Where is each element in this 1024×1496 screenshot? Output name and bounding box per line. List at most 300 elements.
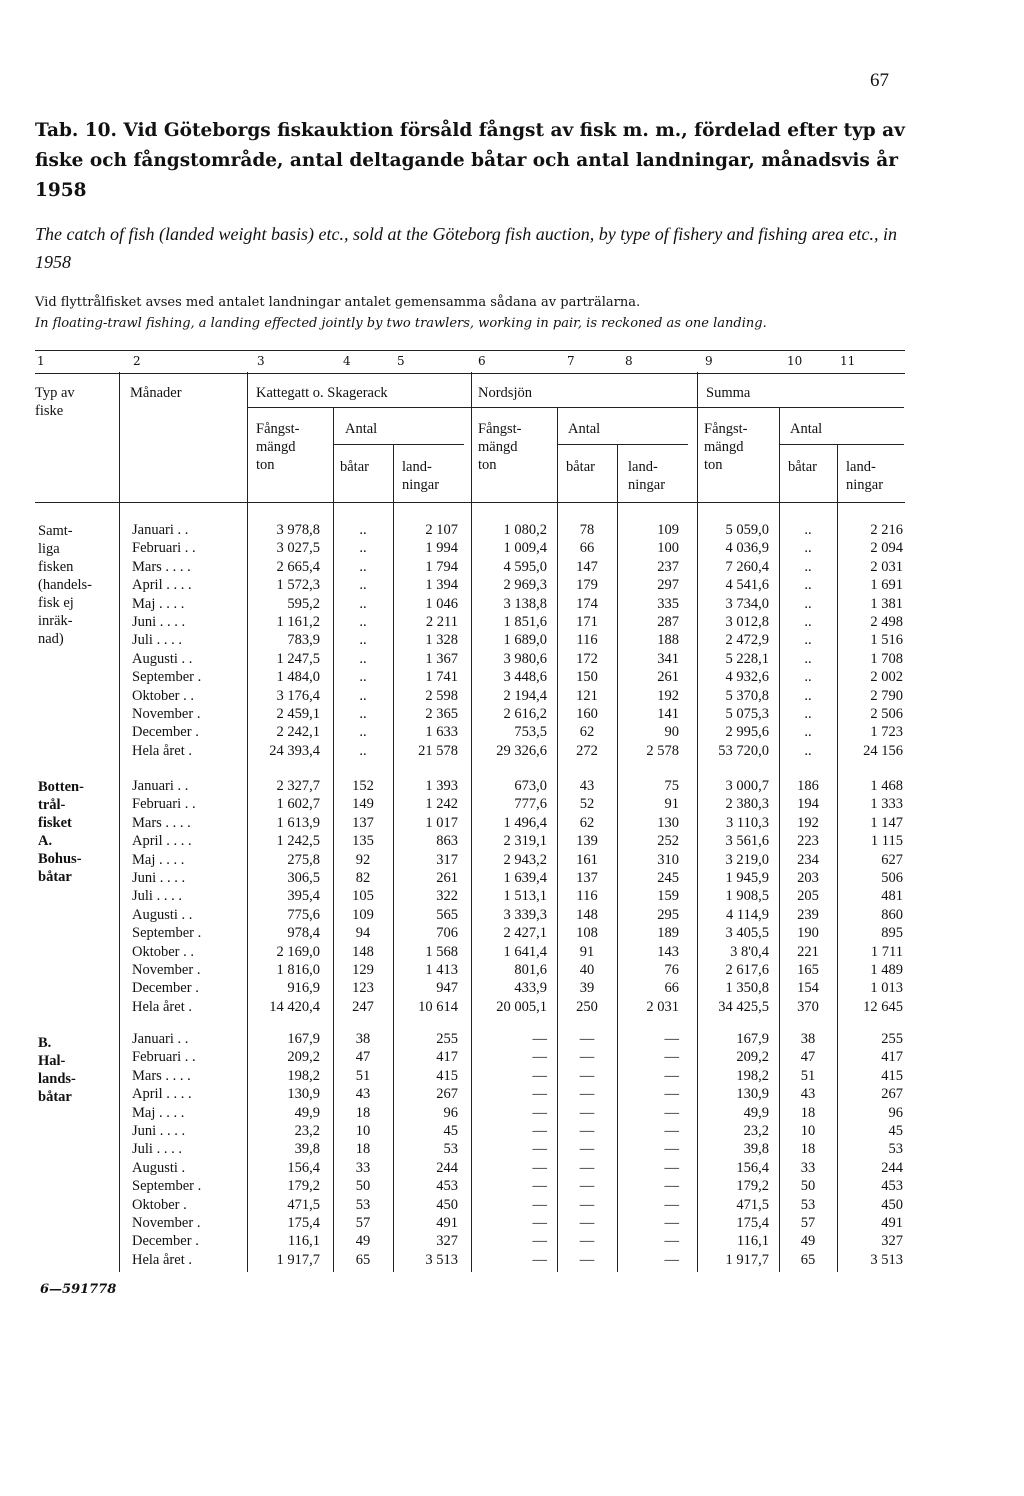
cell-kattegatt-batar: ..: [359, 595, 367, 612]
cell-kattegatt-tons: 3 176,4: [276, 687, 320, 704]
header-antal: Antal: [568, 421, 601, 437]
cell-nordsjon-landningar: 130: [657, 814, 679, 831]
cell-kattegatt-tons: 1 572,3: [276, 577, 320, 594]
cell-kattegatt-tons: 1 161,2: [276, 614, 320, 630]
header-manader: Månader: [130, 385, 182, 401]
group-label-samtliga: Samt- liga fisken (handels- fisk ej inräk- nad): [38, 523, 92, 647]
cell-summa-landningar: 244: [881, 1159, 903, 1176]
cell-nordsjon-batar: 66: [579, 540, 595, 557]
table-row: [0, 1233, 1024, 1251]
cell-summa-tons: 3 000,7: [725, 778, 769, 794]
cell-nordsjon-landningar: 75: [664, 778, 679, 794]
note-swedish: Vid flyttrålfisket avses med antalet landningar antalet gemensamma sådana av parträlarna.: [35, 295, 641, 310]
cell-summa-landningar: 96: [888, 1104, 903, 1121]
cell-summa-landningar: 2 506: [870, 706, 903, 722]
cell-kattegatt-batar: 50: [355, 1178, 371, 1195]
cell-kattegatt-tons: 1 247,5: [276, 650, 320, 667]
cell-summa-tons: 4 541,6: [725, 577, 769, 594]
cell-nordsjon-batar: —: [579, 1233, 595, 1250]
cell-kattegatt-landningar: 1 568: [425, 943, 458, 960]
cell-summa-landningar: 1 516: [870, 632, 903, 649]
cell-summa-batar: 51: [800, 1067, 816, 1084]
cell-kattegatt-landningar: 491: [436, 1215, 458, 1231]
cell-summa-batar: ..: [804, 577, 812, 594]
cell-nordsjon-tons: 1 641,4: [503, 943, 547, 960]
cell-nordsjon-landningar: 245: [657, 870, 679, 886]
cell-kattegatt-landningar: 1 393: [425, 778, 458, 794]
cell-nordsjon-tons: —: [532, 1123, 547, 1139]
cell-summa-tons: 3 8'0,4: [730, 943, 769, 960]
cell-summa-landningar: 860: [881, 906, 903, 923]
table-row: [0, 1252, 1024, 1270]
cell-month: Januari . .: [132, 522, 189, 538]
cell-kattegatt-tons: 209,2: [287, 1049, 320, 1066]
cell-nordsjon-landningar: 2 578: [646, 742, 679, 759]
cell-summa-batar: 33: [800, 1159, 816, 1176]
cell-kattegatt-tons: 49,9: [294, 1104, 320, 1121]
cell-summa-tons: 2 617,6: [725, 962, 769, 978]
cell-nordsjon-tons: 29 326,6: [496, 742, 547, 759]
cell-month: December .: [132, 980, 199, 997]
header-kattegatt: Kattegatt o. Skagerack: [256, 385, 388, 401]
column-number-row: [35, 350, 905, 374]
cell-kattegatt-batar: ..: [359, 522, 367, 538]
cell-nordsjon-landningar: 2 031: [646, 998, 679, 1015]
cell-nordsjon-tons: 1 496,4: [503, 814, 547, 831]
cell-month: Februari . .: [132, 796, 196, 813]
cell-summa-tons: 7 260,4: [725, 558, 769, 575]
cell-month: December .: [132, 724, 199, 741]
cell-summa-tons: 130,9: [736, 1086, 769, 1103]
cell-nordsjon-batar: 250: [576, 998, 598, 1015]
rule-under-antal: [333, 444, 464, 445]
cell-summa-batar: ..: [804, 632, 812, 649]
cell-summa-batar: 49: [800, 1233, 816, 1250]
column-number: 1: [37, 354, 45, 368]
cell-kattegatt-landningar: 565: [436, 906, 458, 923]
cell-kattegatt-batar: 82: [355, 870, 371, 886]
cell-nordsjon-batar: —: [579, 1196, 595, 1213]
cell-month: Februari . .: [132, 540, 196, 557]
cell-nordsjon-batar: 39: [579, 980, 595, 997]
cell-month: Mars . . . .: [132, 1067, 191, 1084]
cell-kattegatt-landningar: 863: [436, 833, 458, 850]
cell-kattegatt-tons: 595,2: [287, 595, 320, 612]
cell-summa-tons: 4 036,9: [725, 540, 769, 557]
cell-month: November .: [132, 1215, 201, 1231]
table-row: [0, 559, 1024, 577]
cell-nordsjon-landningar: —: [664, 1067, 679, 1084]
cell-nordsjon-tons: —: [532, 1196, 547, 1213]
cell-summa-batar: 186: [797, 778, 819, 794]
table-row: [0, 1068, 1024, 1086]
cell-kattegatt-batar: 123: [352, 980, 374, 997]
header-landningar: land- ningar: [628, 459, 666, 493]
cell-kattegatt-landningar: 1 994: [425, 540, 458, 557]
cell-nordsjon-batar: —: [579, 1049, 595, 1066]
cell-kattegatt-tons: 1 816,0: [276, 962, 320, 978]
cell-summa-landningar: 1 333: [870, 796, 903, 813]
table-row: [0, 944, 1024, 962]
rule-under-antal: [557, 444, 688, 445]
cell-month: Maj . . . .: [132, 851, 185, 868]
note-english: In floating-trawl fishing, a landing effected jointly by two trawlers, working in pair, is reckoned as one landing.: [35, 316, 767, 331]
cell-nordsjon-batar: 147: [576, 558, 598, 575]
table-row: [0, 540, 1024, 558]
table-row: [0, 870, 1024, 888]
cell-nordsjon-landningar: 310: [657, 851, 679, 868]
cell-kattegatt-tons: 3 027,5: [276, 540, 320, 557]
header-antal: Antal: [345, 421, 378, 437]
cell-nordsjon-landningar: 159: [657, 888, 679, 905]
cell-summa-batar: 239: [797, 906, 819, 923]
cell-nordsjon-batar: 62: [579, 814, 595, 831]
cell-nordsjon-landningar: 192: [657, 687, 679, 704]
cell-summa-tons: 3 012,8: [725, 614, 769, 630]
table-row: [0, 980, 1024, 998]
cell-nordsjon-landningar: —: [664, 1178, 679, 1195]
table-row: [0, 614, 1024, 632]
cell-nordsjon-batar: 171: [576, 614, 598, 630]
cell-kattegatt-landningar: 2 365: [425, 706, 458, 722]
cell-summa-landningar: 1 468: [870, 778, 903, 794]
cell-month: Hela året .: [132, 1251, 192, 1268]
cell-summa-tons: 3 110,3: [726, 814, 769, 831]
group-label-bohusbatar: Botten- trål- fisket A. Bohus- båtar: [38, 779, 84, 885]
cell-month: September .: [132, 925, 202, 942]
table-row: [0, 596, 1024, 614]
cell-nordsjon-landningar: —: [664, 1141, 679, 1158]
cell-kattegatt-batar: 38: [355, 1031, 371, 1047]
column-number: 8: [625, 354, 633, 368]
cell-month: Januari . .: [132, 778, 189, 794]
cell-month: Mars . . . .: [132, 814, 191, 831]
cell-summa-landningar: 267: [881, 1086, 903, 1103]
cell-summa-tons: 4 114,9: [726, 906, 769, 923]
cell-nordsjon-tons: —: [532, 1104, 547, 1121]
cell-summa-batar: ..: [804, 540, 812, 557]
cell-summa-batar: 165: [797, 962, 819, 978]
header-batar: båtar: [566, 459, 595, 475]
cell-nordsjon-tons: —: [532, 1178, 547, 1195]
table-row: [0, 632, 1024, 650]
cell-month: Maj . . . .: [132, 1104, 185, 1121]
cell-kattegatt-batar: 129: [352, 962, 374, 978]
cell-summa-tons: 23,2: [743, 1123, 769, 1139]
cell-summa-landningar: 1 489: [870, 962, 903, 978]
cell-kattegatt-tons: 1 242,5: [276, 833, 320, 850]
table-row: [0, 1049, 1024, 1067]
column-number: 6: [478, 354, 486, 368]
cell-summa-tons: 2 472,9: [725, 632, 769, 649]
cell-summa-landningar: 24 156: [863, 742, 903, 759]
cell-nordsjon-tons: —: [532, 1141, 547, 1158]
cell-summa-landningar: 415: [881, 1067, 903, 1084]
cell-kattegatt-tons: 116,1: [287, 1233, 320, 1250]
cell-summa-batar: ..: [804, 742, 812, 759]
cell-kattegatt-tons: 3 978,8: [276, 522, 320, 538]
cell-kattegatt-tons: 14 420,4: [269, 998, 320, 1015]
cell-kattegatt-tons: 2 242,1: [276, 724, 320, 741]
cell-kattegatt-landningar: 1 367: [425, 650, 458, 667]
cell-kattegatt-landningar: 1 328: [425, 632, 458, 649]
cell-summa-landningar: 2 031: [870, 558, 903, 575]
cell-nordsjon-landningar: 91: [664, 796, 679, 813]
cell-summa-batar: 190: [797, 925, 819, 942]
cell-kattegatt-tons: 179,2: [287, 1178, 320, 1195]
cell-kattegatt-landningar: 255: [436, 1031, 458, 1047]
cell-summa-tons: 167,9: [736, 1031, 769, 1047]
cell-month: Januari . .: [132, 1031, 189, 1047]
cell-nordsjon-batar: 91: [579, 943, 595, 960]
cell-summa-tons: 3 734,0: [725, 595, 769, 612]
cell-nordsjon-batar: —: [579, 1159, 595, 1176]
cell-summa-batar: 57: [800, 1215, 816, 1231]
cell-nordsjon-tons: —: [532, 1233, 547, 1250]
cell-summa-batar: 43: [800, 1086, 816, 1103]
cell-summa-tons: 3 219,0: [725, 851, 769, 868]
table-row: [0, 815, 1024, 833]
cell-month: Juli . . . .: [132, 1141, 182, 1158]
column-number: 2: [133, 354, 141, 368]
column-number: 4: [343, 354, 351, 368]
cell-nordsjon-batar: 62: [579, 724, 595, 741]
table-row: [0, 669, 1024, 687]
cell-nordsjon-batar: 172: [576, 650, 598, 667]
cell-nordsjon-landningar: 287: [657, 614, 679, 630]
cell-month: November .: [132, 706, 201, 722]
cell-kattegatt-batar: 18: [355, 1141, 371, 1158]
cell-kattegatt-batar: ..: [359, 558, 367, 575]
cell-kattegatt-batar: 92: [355, 851, 371, 868]
cell-kattegatt-landningar: 417: [436, 1049, 458, 1066]
cell-nordsjon-batar: 148: [576, 906, 598, 923]
cell-summa-tons: 1 917,7: [725, 1251, 769, 1268]
cell-nordsjon-tons: 1 513,1: [503, 888, 547, 905]
cell-summa-tons: 5 370,8: [725, 687, 769, 704]
column-number: 10: [787, 354, 803, 368]
header-fangstmangd: Fångst- mängd ton: [704, 421, 748, 473]
cell-kattegatt-batar: 148: [352, 943, 374, 960]
cell-month: Hela året .: [132, 742, 192, 759]
cell-nordsjon-batar: 121: [576, 687, 598, 704]
cell-summa-landningar: 2 002: [870, 669, 903, 686]
cell-kattegatt-tons: 198,2: [287, 1067, 320, 1084]
cell-nordsjon-batar: —: [579, 1086, 595, 1103]
cell-kattegatt-batar: ..: [359, 706, 367, 722]
cell-nordsjon-landningar: —: [664, 1104, 679, 1121]
column-number: 5: [397, 354, 405, 368]
cell-kattegatt-landningar: 2 598: [425, 687, 458, 704]
cell-nordsjon-batar: —: [579, 1031, 595, 1047]
cell-kattegatt-tons: 1 484,0: [276, 669, 320, 686]
cell-summa-tons: 1 908,5: [725, 888, 769, 905]
table-title: Tab. 10. Vid Göteborgs fiskauktion försåld fångst av fisk m. m., fördelad efter typ av fiske och fångstområde, antal deltagande båtar och antal landningar, månadsvis år 1958: [35, 120, 905, 201]
cell-nordsjon-batar: 150: [576, 669, 598, 686]
cell-month: September .: [132, 669, 202, 686]
cell-month: Maj . . . .: [132, 595, 185, 612]
cell-nordsjon-tons: 1 080,2: [503, 522, 547, 538]
cell-summa-batar: 53: [800, 1196, 816, 1213]
cell-kattegatt-tons: 1 613,9: [276, 814, 320, 831]
cell-summa-tons: 471,5: [736, 1196, 769, 1213]
cell-kattegatt-batar: 135: [352, 833, 374, 850]
cell-nordsjon-tons: 433,9: [514, 980, 547, 997]
cell-nordsjon-landningar: 297: [657, 577, 679, 594]
cell-nordsjon-tons: 2 194,4: [503, 687, 547, 704]
cell-kattegatt-batar: 94: [355, 925, 371, 942]
cell-kattegatt-landningar: 3 513: [425, 1251, 458, 1268]
cell-month: Augusti . .: [132, 650, 193, 667]
cell-nordsjon-batar: 272: [576, 742, 598, 759]
cell-nordsjon-tons: 2 943,2: [503, 851, 547, 868]
table-row: [0, 706, 1024, 724]
cell-summa-batar: 194: [797, 796, 819, 813]
cell-summa-batar: 370: [797, 998, 819, 1015]
cell-kattegatt-tons: 775,6: [287, 906, 320, 923]
cell-summa-landningar: 1 723: [870, 724, 903, 741]
cell-nordsjon-landningar: 261: [657, 669, 679, 686]
cell-summa-batar: ..: [804, 706, 812, 722]
cell-month: Mars . . . .: [132, 558, 191, 575]
cell-kattegatt-landningar: 947: [436, 980, 458, 997]
cell-kattegatt-batar: 10: [355, 1123, 371, 1139]
table-row: [0, 907, 1024, 925]
table-row: [0, 1160, 1024, 1178]
column-number: 3: [257, 354, 265, 368]
cell-month: November .: [132, 962, 201, 978]
cell-kattegatt-landningar: 1 741: [425, 669, 458, 686]
cell-kattegatt-tons: 978,4: [287, 925, 320, 942]
cell-nordsjon-landningar: 109: [657, 522, 679, 538]
cell-summa-tons: 179,2: [736, 1178, 769, 1195]
cell-nordsjon-tons: —: [532, 1251, 547, 1268]
cell-kattegatt-tons: 306,5: [287, 870, 320, 886]
cell-nordsjon-batar: 174: [576, 595, 598, 612]
cell-nordsjon-landningar: —: [664, 1233, 679, 1250]
cell-kattegatt-landningar: 2 107: [425, 522, 458, 538]
cell-summa-landningar: 491: [881, 1215, 903, 1231]
cell-summa-landningar: 1 691: [870, 577, 903, 594]
column-number: 11: [840, 354, 856, 368]
table-row: [0, 925, 1024, 943]
cell-summa-landningar: 255: [881, 1031, 903, 1047]
cell-summa-batar: 223: [797, 833, 819, 850]
cell-summa-landningar: 53: [888, 1141, 903, 1158]
cell-kattegatt-landningar: 1 046: [425, 595, 458, 612]
cell-kattegatt-tons: 2 459,1: [276, 706, 320, 722]
cell-summa-batar: 50: [800, 1178, 816, 1195]
cell-month: Juni . . . .: [132, 870, 186, 886]
rule-under-antal: [779, 444, 904, 445]
cell-kattegatt-batar: ..: [359, 540, 367, 557]
rule-under-region: [248, 407, 904, 408]
cell-nordsjon-tons: 20 005,1: [496, 998, 547, 1015]
cell-summa-tons: 198,2: [736, 1067, 769, 1084]
cell-kattegatt-landningar: 317: [436, 851, 458, 868]
column-number: 9: [705, 354, 713, 368]
cell-month: Augusti .: [132, 1159, 186, 1176]
cell-nordsjon-tons: —: [532, 1067, 547, 1084]
cell-kattegatt-batar: 149: [352, 796, 374, 813]
cell-month: Februari . .: [132, 1049, 196, 1066]
header-landningar: land- ningar: [846, 459, 884, 493]
cell-month: Oktober . .: [132, 687, 195, 704]
cell-summa-landningar: 453: [881, 1178, 903, 1195]
cell-summa-tons: 5 059,0: [725, 522, 769, 538]
cell-kattegatt-tons: 1 602,7: [276, 796, 320, 813]
header-typ-av-fiske: Typ av fiske: [35, 385, 75, 419]
cell-nordsjon-batar: 108: [576, 925, 598, 942]
cell-kattegatt-landningar: 45: [443, 1123, 458, 1139]
table-note: [35, 292, 935, 334]
cell-kattegatt-batar: 33: [355, 1159, 371, 1176]
cell-kattegatt-landningar: 1 794: [425, 558, 458, 575]
cell-summa-tons: 1 945,9: [725, 870, 769, 886]
header-antal: Antal: [790, 421, 823, 437]
cell-kattegatt-landningar: 706: [436, 925, 458, 942]
cell-nordsjon-tons: 3 448,6: [503, 669, 547, 686]
cell-nordsjon-tons: 801,6: [514, 962, 547, 978]
header-fangstmangd: Fångst- mängd ton: [478, 421, 522, 473]
cell-nordsjon-tons: —: [532, 1049, 547, 1066]
cell-nordsjon-landningar: 295: [657, 906, 679, 923]
cell-kattegatt-batar: 247: [352, 998, 374, 1015]
cell-nordsjon-landningar: —: [664, 1196, 679, 1213]
cell-nordsjon-landningar: 237: [657, 558, 679, 575]
cell-summa-landningar: 417: [881, 1049, 903, 1066]
cell-kattegatt-tons: 24 393,4: [269, 742, 320, 759]
rule-under-header: [35, 502, 905, 503]
cell-nordsjon-landningar: —: [664, 1031, 679, 1047]
table-row: [0, 888, 1024, 906]
cell-kattegatt-batar: 49: [355, 1233, 371, 1250]
cell-summa-landningar: 3 513: [870, 1251, 903, 1268]
cell-nordsjon-landningar: 252: [657, 833, 679, 850]
cell-kattegatt-tons: 471,5: [287, 1196, 320, 1213]
cell-kattegatt-landningar: 244: [436, 1159, 458, 1176]
group-label-hallandsbatar: B. Hal- lands- båtar: [38, 1035, 76, 1105]
cell-kattegatt-landningar: 327: [436, 1233, 458, 1250]
table-row: [0, 1178, 1024, 1196]
cell-summa-landningar: 2 498: [870, 614, 903, 630]
cell-kattegatt-tons: 167,9: [287, 1031, 320, 1047]
cell-summa-batar: 192: [797, 814, 819, 831]
cell-kattegatt-landningar: 21 578: [418, 742, 458, 759]
cell-month: Oktober . .: [132, 943, 195, 960]
cell-summa-batar: 221: [797, 943, 819, 960]
column-number: 7: [567, 354, 575, 368]
cell-summa-tons: 175,4: [736, 1215, 769, 1231]
table-row: [0, 999, 1024, 1017]
cell-summa-tons: 1 350,8: [725, 980, 769, 997]
cell-kattegatt-batar: 152: [352, 778, 374, 794]
cell-kattegatt-tons: 783,9: [287, 632, 320, 649]
table-row: [0, 651, 1024, 669]
cell-summa-batar: 154: [797, 980, 819, 997]
table-row: [0, 778, 1024, 796]
cell-summa-tons: 5 228,1: [725, 650, 769, 667]
header-nordsjon: Nordsjön: [478, 385, 532, 401]
cell-nordsjon-batar: 160: [576, 706, 598, 722]
cell-summa-landningar: 2 790: [870, 687, 903, 704]
cell-nordsjon-tons: 2 319,1: [503, 833, 547, 850]
header-batar: båtar: [340, 459, 369, 475]
table-row: [0, 1086, 1024, 1104]
cell-kattegatt-landningar: 53: [443, 1141, 458, 1158]
cell-nordsjon-landningar: 141: [657, 706, 679, 722]
cell-kattegatt-tons: 2 327,7: [276, 778, 320, 794]
